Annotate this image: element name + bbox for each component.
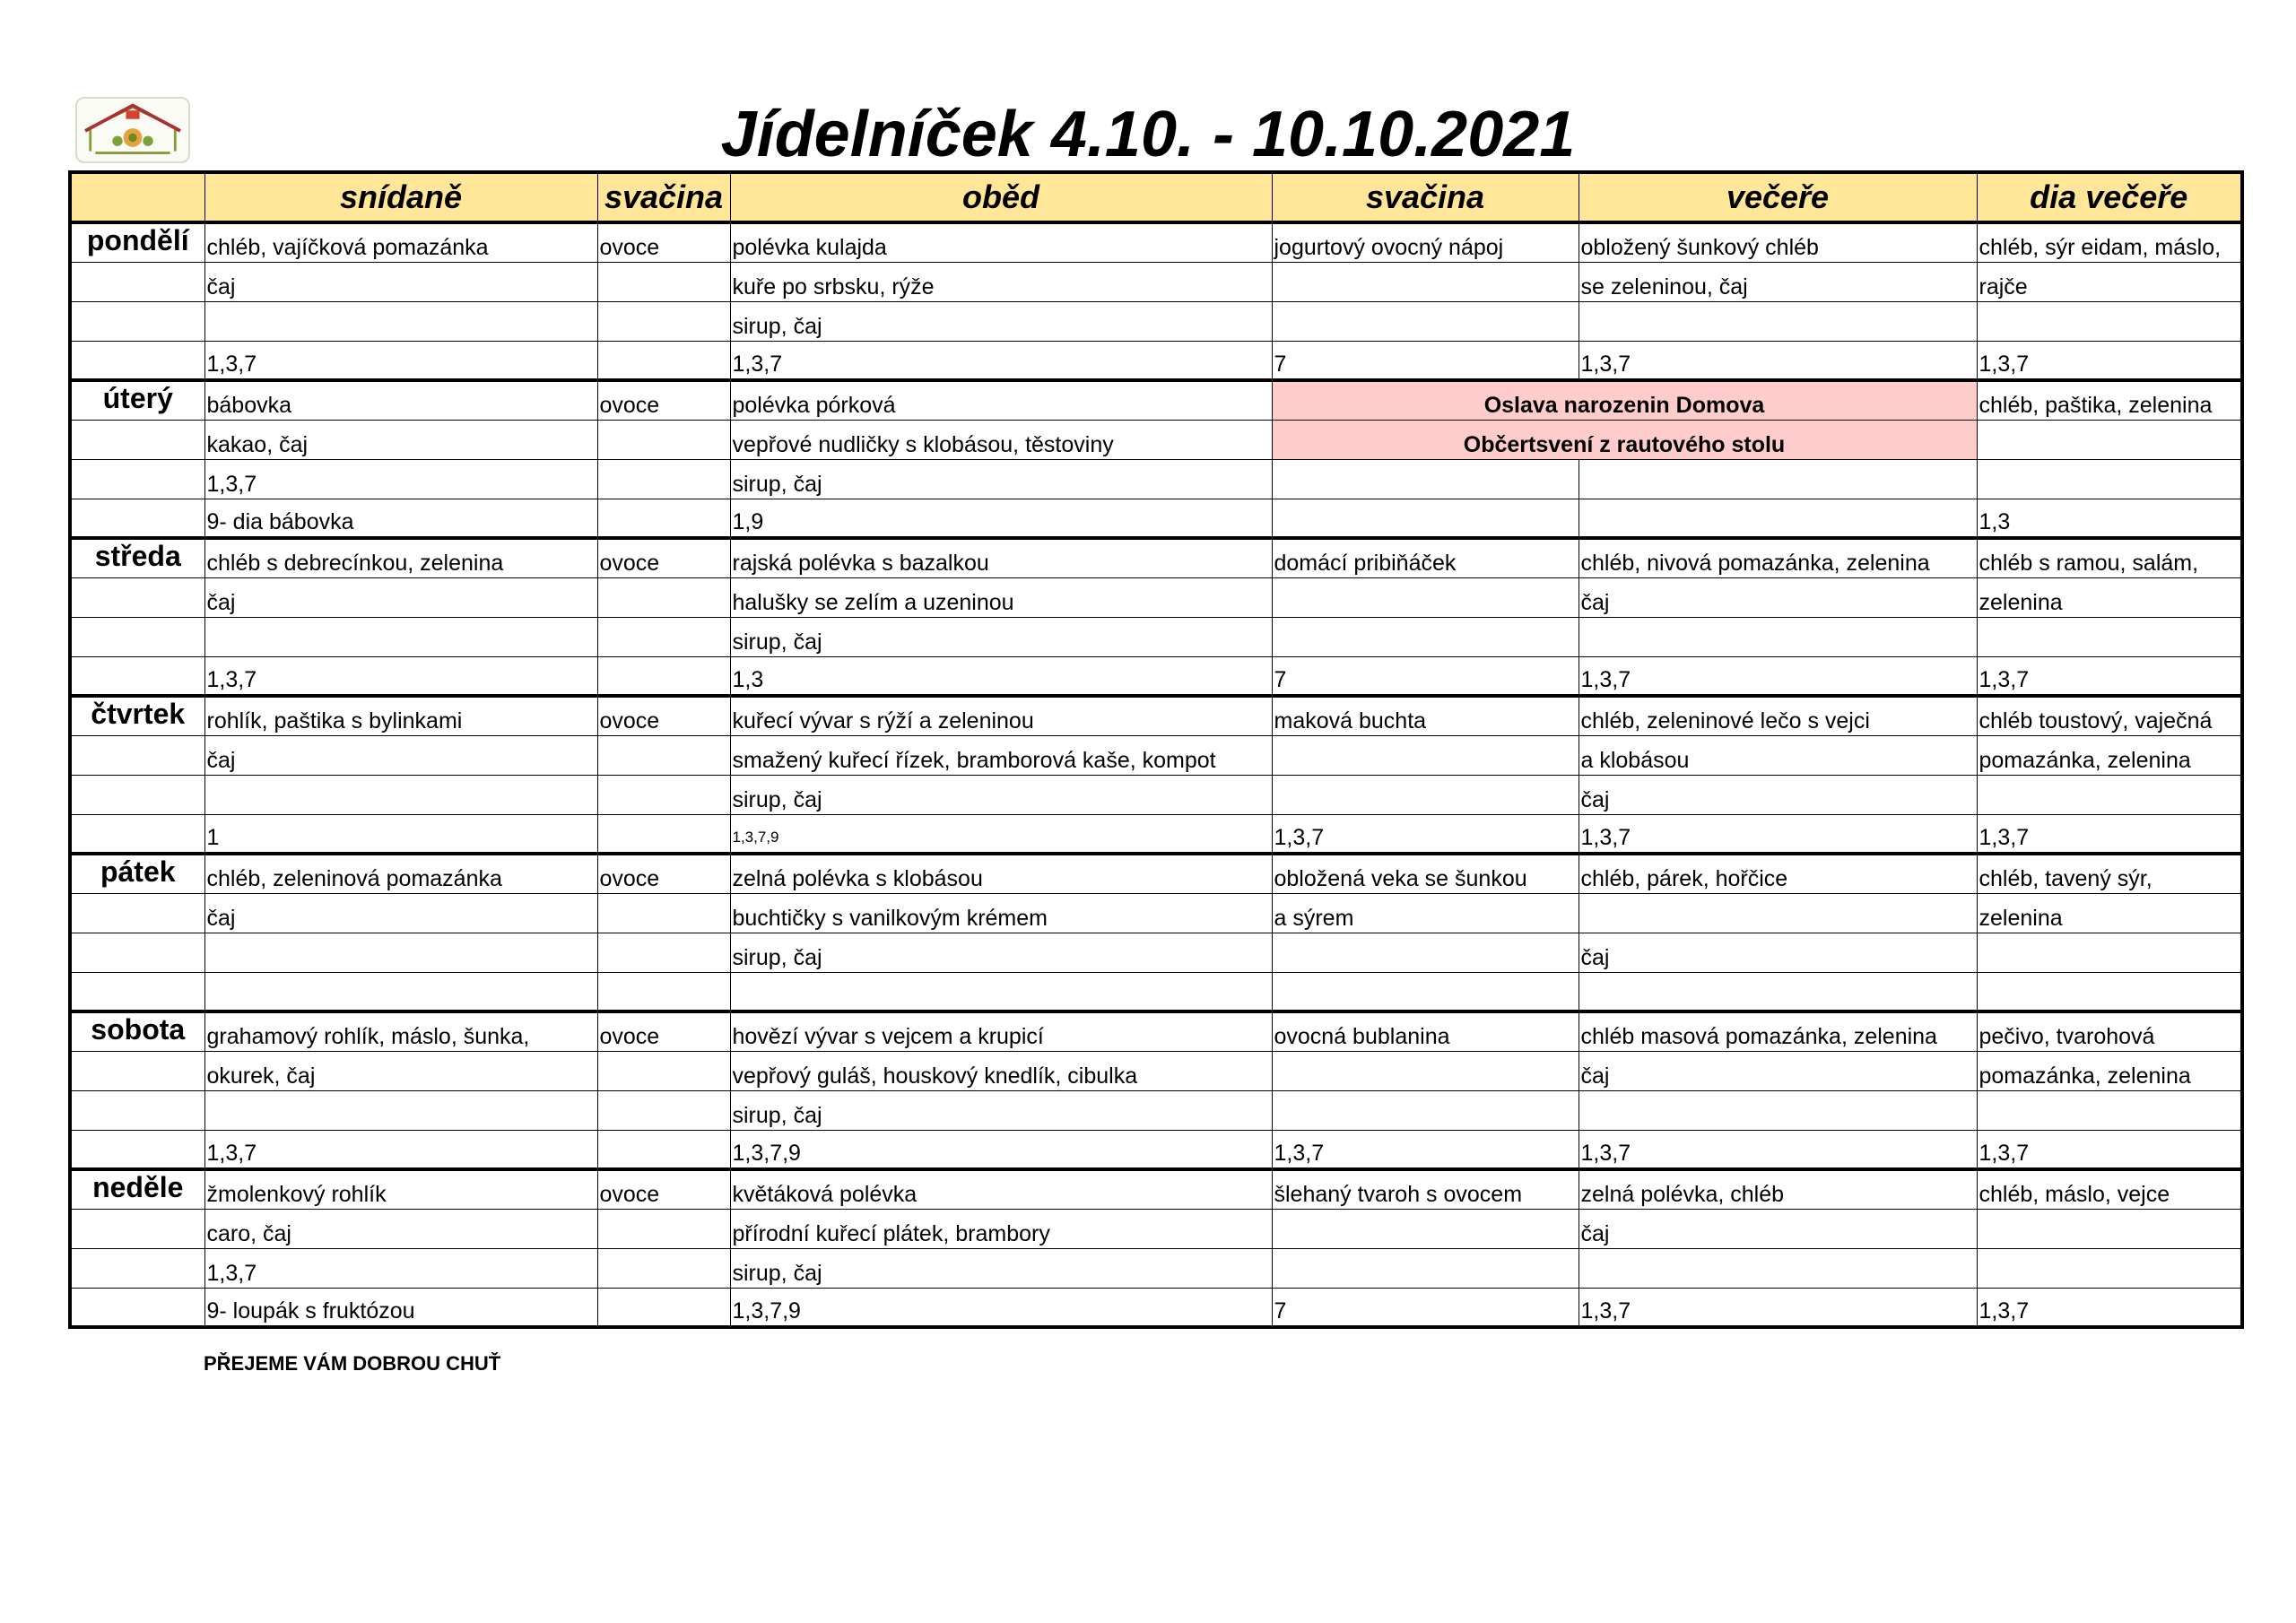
- cell-svacina1: [597, 972, 730, 1011]
- table-row: [70, 617, 2242, 656]
- cell-vecere: čaj: [1578, 1051, 1977, 1090]
- table-row: [70, 933, 2242, 972]
- table-row: [70, 1011, 2242, 1051]
- cell-svacina2: [1272, 617, 1578, 656]
- cell-vecere: chléb masová pomazánka, zelenina: [1578, 1011, 1977, 1051]
- cell-obed: sirup, čaj: [730, 1248, 1272, 1288]
- cell-snidane: [204, 1090, 597, 1130]
- day-label: středa: [70, 538, 204, 577]
- cell-svacina1: [597, 499, 730, 538]
- cell-svacina1: [597, 933, 730, 972]
- cell-svacina2: 7: [1272, 341, 1578, 380]
- cell-svacina1: [597, 775, 730, 814]
- cell-obed: [730, 972, 1272, 1011]
- table-row: [70, 262, 2242, 301]
- day-cell: [70, 420, 204, 459]
- cell-snidane: žmolenkový rohlík: [204, 1169, 597, 1209]
- cell-svacina2: [1272, 1209, 1578, 1248]
- cell-snidane: okurek, čaj: [204, 1051, 597, 1090]
- day-cell: [70, 1209, 204, 1248]
- cell-svacina2: [1272, 301, 1578, 341]
- cell-svacina2: 7: [1272, 656, 1578, 696]
- cell-svacina2: [1272, 262, 1578, 301]
- cell-svacina2: 1,3,7: [1272, 1130, 1578, 1169]
- cell-obed: 1,3,7: [730, 341, 1272, 380]
- header-svacina: svačina: [597, 172, 730, 222]
- cell-dia: [1977, 1248, 2242, 1288]
- day-cell: [70, 499, 204, 538]
- cell-svacina1: [597, 1209, 730, 1248]
- cell-vecere: chléb, párek, hořčice: [1578, 854, 1977, 893]
- cell-obed: kuře po srbsku, rýže: [730, 262, 1272, 301]
- cell-vecere: 1,3,7: [1578, 814, 1977, 854]
- cell-svacina1: [597, 301, 730, 341]
- cell-obed: sirup, čaj: [730, 459, 1272, 499]
- table-row: [70, 577, 2242, 617]
- day-label: čtvrtek: [70, 696, 204, 735]
- table-row: [70, 972, 2242, 1011]
- cell-svacina2: [1272, 459, 1578, 499]
- day-cell: [70, 577, 204, 617]
- cell-svacina2: [1272, 499, 1578, 538]
- cell-svacina2: obložená veka se šunkou: [1272, 854, 1578, 893]
- cell-vecere: [1578, 459, 1977, 499]
- cell-svacina1: [597, 420, 730, 459]
- cell-vecere: [1578, 1090, 1977, 1130]
- header-dia-vecere: dia večeře: [1977, 172, 2242, 222]
- table-row: [70, 656, 2242, 696]
- cell-vecere: [1578, 617, 1977, 656]
- cell-snidane: bábovka: [204, 380, 597, 420]
- header-obed: oběd: [730, 172, 1272, 222]
- cell-svacina2: [1272, 972, 1578, 1011]
- header-svacina-odpoledne: svačina: [1272, 172, 1578, 222]
- day-cell: [70, 656, 204, 696]
- cell-svacina1: [597, 814, 730, 854]
- cell-vecere: [1578, 893, 1977, 933]
- table-row: [70, 1090, 2242, 1130]
- table-row: [70, 1130, 2242, 1169]
- cell-snidane: 1,3,7: [204, 341, 597, 380]
- table-row: [70, 222, 2242, 262]
- cell-dia: zelenina: [1977, 577, 2242, 617]
- cell-svacina1: [597, 1051, 730, 1090]
- cell-obed: smažený kuřecí řízek, bramborová kaše, kompot: [730, 735, 1272, 775]
- cell-vecere: 1,3,7: [1578, 341, 1977, 380]
- cell-vecere: [1578, 972, 1977, 1011]
- cell-svacina1: [597, 262, 730, 301]
- cell-snidane: rohlík, paštika s bylinkami: [204, 696, 597, 735]
- cell-svacina1: [597, 893, 730, 933]
- cell-svacina1: [597, 341, 730, 380]
- cell-vecere: chléb, zeleninové lečo s vejci: [1578, 696, 1977, 735]
- cell-dia: [1977, 1090, 2242, 1130]
- menu-table: [68, 170, 2244, 1329]
- cell-dia: chléb, máslo, vejce: [1977, 1169, 2242, 1209]
- cell-svacina2: 7: [1272, 1288, 1578, 1327]
- cell-svacina1: [597, 577, 730, 617]
- cell-dia: [1977, 301, 2242, 341]
- cell-vecere: čaj: [1578, 933, 1977, 972]
- cell-dia: chléb s ramou, salám,: [1977, 538, 2242, 577]
- cell-dia: [1977, 775, 2242, 814]
- header-row: [70, 172, 2242, 222]
- cell-vecere: chléb, nivová pomazánka, zelenina: [1578, 538, 1977, 577]
- cell-dia: [1977, 933, 2242, 972]
- table-row: [70, 775, 2242, 814]
- cell-snidane: 1,3,7: [204, 656, 597, 696]
- cell-obed: sirup, čaj: [730, 933, 1272, 972]
- day-label: pondělí: [70, 222, 204, 262]
- cell-svacina1: ovoce: [597, 380, 730, 420]
- cell-dia: [1977, 1209, 2242, 1248]
- table-row: [70, 1248, 2242, 1288]
- table-row: [70, 301, 2242, 341]
- day-cell: [70, 972, 204, 1011]
- cell-vecere: 1,3,7: [1578, 1130, 1977, 1169]
- day-cell: [70, 617, 204, 656]
- cell-svacina1: [597, 1248, 730, 1288]
- table-row: [70, 380, 2242, 420]
- cell-dia: chléb toustový, vaječná: [1977, 696, 2242, 735]
- cell-vecere: [1578, 1248, 1977, 1288]
- cell-svacina1: [597, 1130, 730, 1169]
- table-row: [70, 893, 2242, 933]
- cell-dia: chléb, tavený sýr,: [1977, 854, 2242, 893]
- table-row: [70, 696, 2242, 735]
- cell-obed: halušky se zelím a uzeninou: [730, 577, 1272, 617]
- cell-obed: 1,3,7,9: [730, 1130, 1272, 1169]
- cell-dia: 1,3,7: [1977, 814, 2242, 854]
- day-cell: [70, 1288, 204, 1327]
- cell-vecere: 1,3,7: [1578, 656, 1977, 696]
- table-row: [70, 499, 2242, 538]
- day-cell: [70, 775, 204, 814]
- cell-snidane: chléb, zeleninová pomazánka: [204, 854, 597, 893]
- cell-snidane: [204, 972, 597, 1011]
- header-vecere: večeře: [1578, 172, 1977, 222]
- cell-dia: [1977, 420, 2242, 459]
- cell-snidane: čaj: [204, 735, 597, 775]
- cell-obed: polévka pórková: [730, 380, 1272, 420]
- cell-svacina1: [597, 617, 730, 656]
- cell-obed: 1,9: [730, 499, 1272, 538]
- cell-snidane: 9- loupák s fruktózou: [204, 1288, 597, 1327]
- cell-vecere: čaj: [1578, 577, 1977, 617]
- day-cell: [70, 1130, 204, 1169]
- cell-snidane: caro, čaj: [204, 1209, 597, 1248]
- cell-snidane: chléb s debrecínkou, zelenina: [204, 538, 597, 577]
- cell-svacina2: a sýrem: [1272, 893, 1578, 933]
- table-row: [70, 1051, 2242, 1090]
- day-cell: [70, 341, 204, 380]
- cell-svacina1: ovoce: [597, 1011, 730, 1051]
- cell-vecere: a klobásou: [1578, 735, 1977, 775]
- cell-obed: sirup, čaj: [730, 617, 1272, 656]
- cell-obed: sirup, čaj: [730, 775, 1272, 814]
- cell-snidane: chléb, vajíčková pomazánka: [204, 222, 597, 262]
- cell-svacina1: ovoce: [597, 1169, 730, 1209]
- cell-obed: vepřový guláš, houskový knedlík, cibulka: [730, 1051, 1272, 1090]
- cell-svacina2: jogurtový ovocný nápoj: [1272, 222, 1578, 262]
- cell-dia: 1,3,7: [1977, 656, 2242, 696]
- cell-svacina1: [597, 656, 730, 696]
- cell-snidane: čaj: [204, 262, 597, 301]
- table-row: [70, 459, 2242, 499]
- cell-obed: 1,3,7,9: [730, 814, 1272, 854]
- day-label: sobota: [70, 1011, 204, 1051]
- cell-svacina2: domácí pribiňáček: [1272, 538, 1578, 577]
- cell-obed: 1,3: [730, 656, 1272, 696]
- cell-obed: rajská polévka s bazalkou: [730, 538, 1272, 577]
- cell-svacina2: [1272, 1051, 1578, 1090]
- table-row: [70, 814, 2242, 854]
- cell-dia: 1,3,7: [1977, 341, 2242, 380]
- day-label: pátek: [70, 854, 204, 893]
- cell-svacina1: [597, 735, 730, 775]
- table-row: [70, 1169, 2242, 1209]
- cell-obed: vepřové nudličky s klobásou, těstoviny: [730, 420, 1272, 459]
- cell-vecere: zelná polévka, chléb: [1578, 1169, 1977, 1209]
- cell-svacina1: [597, 1090, 730, 1130]
- cell-dia: rajče: [1977, 262, 2242, 301]
- table-row: [70, 538, 2242, 577]
- cell-svacina2: 1,3,7: [1272, 814, 1578, 854]
- cell-svacina1: [597, 1288, 730, 1327]
- cell-snidane: [204, 301, 597, 341]
- cell-svacina2: [1272, 933, 1578, 972]
- header-day: [70, 172, 204, 222]
- cell-svacina1: ovoce: [597, 854, 730, 893]
- day-cell: [70, 262, 204, 301]
- cell-dia: pečivo, tvarohová: [1977, 1011, 2242, 1051]
- cell-dia: [1977, 459, 2242, 499]
- cell-svacina2: ovocná bublanina: [1272, 1011, 1578, 1051]
- header-snidane: snídaně: [204, 172, 597, 222]
- day-cell: [70, 893, 204, 933]
- cell-snidane: kakao, čaj: [204, 420, 597, 459]
- footer-note: PŘEJEME VÁM DOBROU CHUŤ: [204, 1352, 501, 1375]
- cell-dia: pomazánka, zelenina: [1977, 1051, 2242, 1090]
- cell-obed: buchtičky s vanilkovým krémem: [730, 893, 1272, 933]
- day-cell: [70, 1090, 204, 1130]
- cell-dia: [1977, 617, 2242, 656]
- cell-dia: zelenina: [1977, 893, 2242, 933]
- cell-svacina2: maková buchta: [1272, 696, 1578, 735]
- cell-obed: polévka kulajda: [730, 222, 1272, 262]
- cell-svacina1: [597, 459, 730, 499]
- cell-dia: chléb, paštika, zelenina: [1977, 380, 2242, 420]
- cell-vecere: čaj: [1578, 775, 1977, 814]
- cell-obed: sirup, čaj: [730, 301, 1272, 341]
- cell-dia: 1,3,7: [1977, 1130, 2242, 1169]
- cell-svacina1: ovoce: [597, 538, 730, 577]
- cell-snidane: 1,3,7: [204, 1130, 597, 1169]
- cell-svacina2: šlehaný tvaroh s ovocem: [1272, 1169, 1578, 1209]
- cell-obed: zelná polévka s klobásou: [730, 854, 1272, 893]
- table-row: [70, 420, 2242, 459]
- cell-dia: [1977, 972, 2242, 1011]
- cell-snidane: [204, 617, 597, 656]
- cell-snidane: 1,3,7: [204, 459, 597, 499]
- cell-obed: květáková polévka: [730, 1169, 1272, 1209]
- cell-svacina1: ovoce: [597, 222, 730, 262]
- cell-vecere: se zeleninou, čaj: [1578, 262, 1977, 301]
- cell-svacina2: [1272, 775, 1578, 814]
- table-row: [70, 1288, 2242, 1327]
- cell-vecere: [1578, 301, 1977, 341]
- cell-dia: chléb, sýr eidam, máslo,: [1977, 222, 2242, 262]
- page-title: Jídelníček 4.10. - 10.10.2021: [720, 99, 1576, 170]
- cell-snidane: grahamový rohlík, máslo, šunka,: [204, 1011, 597, 1051]
- cell-vecere: [1578, 499, 1977, 538]
- day-cell: [70, 1051, 204, 1090]
- cell-obed: sirup, čaj: [730, 1090, 1272, 1130]
- day-cell: [70, 459, 204, 499]
- day-cell: [70, 933, 204, 972]
- table-row: [70, 341, 2242, 380]
- cell-vecere: čaj: [1578, 1209, 1977, 1248]
- cell-snidane: [204, 775, 597, 814]
- day-label: úterý: [70, 380, 204, 420]
- cell-snidane: 1: [204, 814, 597, 854]
- cell-vecere: 1,3,7: [1578, 1288, 1977, 1327]
- day-label: neděle: [70, 1169, 204, 1209]
- cell-vecere: obložený šunkový chléb: [1578, 222, 1977, 262]
- cell-obed: hovězí vývar s vejcem a krupicí: [730, 1011, 1272, 1051]
- table-row: [70, 735, 2242, 775]
- cell-svacina2: [1272, 735, 1578, 775]
- cell-snidane: 9- dia bábovka: [204, 499, 597, 538]
- cell-svacina2: [1272, 1090, 1578, 1130]
- day-cell: [70, 735, 204, 775]
- table-row: [70, 854, 2242, 893]
- cell-dia: 1,3: [1977, 499, 2242, 538]
- cell-obed: 1,3,7,9: [730, 1288, 1272, 1327]
- cell-snidane: [204, 933, 597, 972]
- cell-snidane: čaj: [204, 893, 597, 933]
- cell-obed: kuřecí vývar s rýží a zeleninou: [730, 696, 1272, 735]
- cell-dia: 1,3,7: [1977, 1288, 2242, 1327]
- menu-body: [70, 222, 2242, 1327]
- event-cell: Oslava narozenin Domova: [1272, 380, 1977, 420]
- day-cell: [70, 301, 204, 341]
- cell-svacina2: [1272, 577, 1578, 617]
- cell-snidane: 1,3,7: [204, 1248, 597, 1288]
- cell-dia: pomazánka, zelenina: [1977, 735, 2242, 775]
- day-cell: [70, 814, 204, 854]
- table-row: [70, 1209, 2242, 1248]
- cell-svacina1: ovoce: [597, 696, 730, 735]
- cell-snidane: čaj: [204, 577, 597, 617]
- cell-svacina2: [1272, 1248, 1578, 1288]
- event-cell: Občertsvení z rautového stolu: [1272, 420, 1977, 459]
- cell-obed: přírodní kuřecí plátek, brambory: [730, 1209, 1272, 1248]
- day-cell: [70, 1248, 204, 1288]
